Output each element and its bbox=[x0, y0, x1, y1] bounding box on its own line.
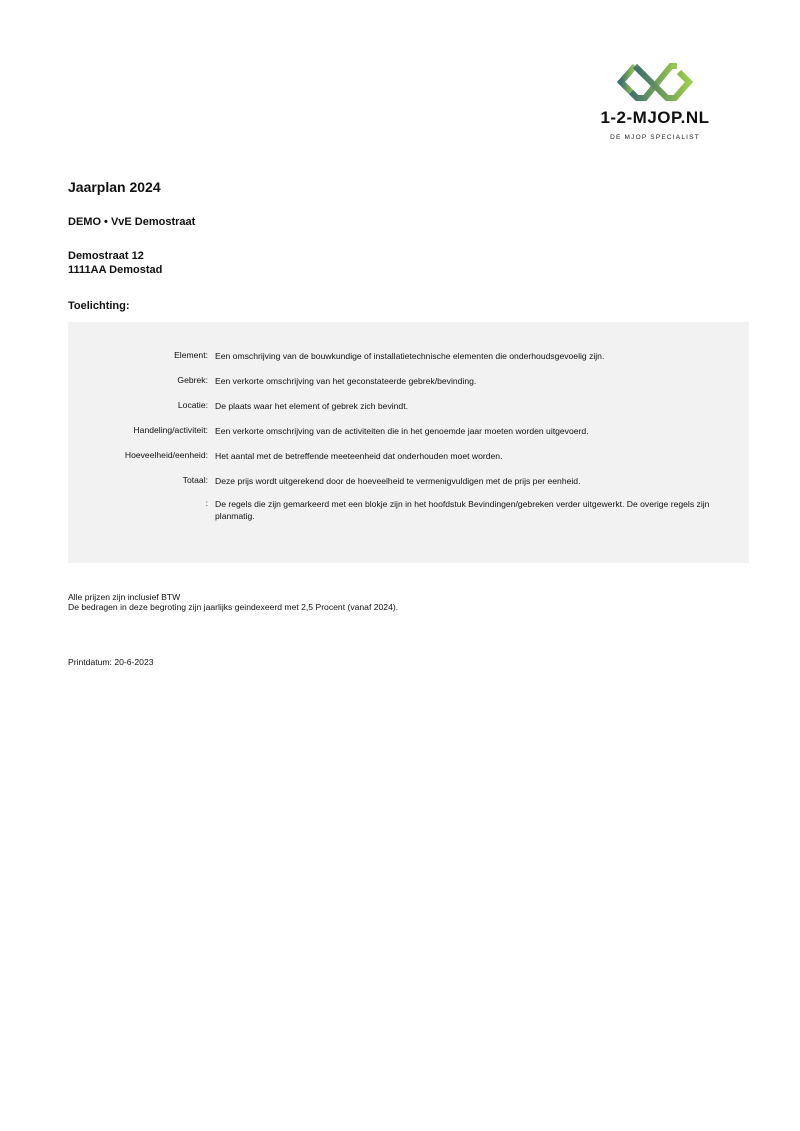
legend-value: Deze prijs wordt uitgerekend door de hoeveelheid te vermenigvuldigen met de prijs per eenheid. bbox=[215, 476, 581, 486]
legend-value: De plaats waar het element of gebrek zich bevindt. bbox=[215, 401, 408, 411]
address bbox=[68, 249, 162, 277]
company-logo bbox=[585, 60, 725, 141]
legend-label: Element: bbox=[174, 350, 208, 360]
legend-label: Hoeveelheid/eenheid: bbox=[124, 450, 208, 460]
toelichting-box bbox=[68, 322, 749, 563]
notes bbox=[68, 592, 398, 612]
logo-tagline: DE MJOP SPECIALIST bbox=[610, 134, 700, 141]
legend-value: Een omschrijving van de bouwkundige of installatietechnische elementen die onderhoudsgevoelig zijn. bbox=[215, 351, 605, 361]
page-title: Jaarplan 2024 bbox=[68, 179, 161, 195]
address-line-1: Demostraat 12 bbox=[68, 250, 144, 262]
legend-label: : bbox=[205, 498, 208, 508]
toelichting-heading: Toelichting: bbox=[68, 300, 130, 312]
legend-value: Een verkorte omschrijving van de activiteiten die in het genoemde jaar moeten worden uitgevoerd. bbox=[215, 426, 589, 436]
note-index: De bedragen in deze begroting zijn jaarlijks geindexeerd met 2,5 Procent (vanaf 2024). bbox=[68, 602, 399, 612]
legend-value: Een verkorte omschrijving van het geconstateerde gebrek/bevinding. bbox=[215, 376, 477, 386]
legend-value: Het aantal met de betreffende meeteenheid dat onderhouden moet worden. bbox=[215, 451, 503, 461]
logo-brand: 1-2-MJOP.NL bbox=[600, 108, 710, 127]
subtitle: DEMO • VvE Demostraat bbox=[68, 216, 196, 228]
address-line-2: 1111AA Demostad bbox=[68, 264, 163, 276]
legend-value: De regels die zijn gemarkeerd met een blokje zijn in het hoofdstuk Bevindingen/gebreken verder uitgewerkt. De overige regels zijn planmatig. bbox=[215, 499, 710, 521]
logo-infinity-icon bbox=[615, 60, 695, 104]
print-date: Printdatum: 20-6-2023 bbox=[68, 657, 154, 667]
legend-label: Handeling/activiteit: bbox=[133, 425, 208, 435]
legend-label: Gebrek: bbox=[177, 375, 208, 385]
note-btw: Alle prijzen zijn inclusief BTW bbox=[68, 592, 181, 602]
legend-label: Totaal: bbox=[182, 475, 208, 485]
legend-label: Locatie: bbox=[177, 400, 208, 410]
